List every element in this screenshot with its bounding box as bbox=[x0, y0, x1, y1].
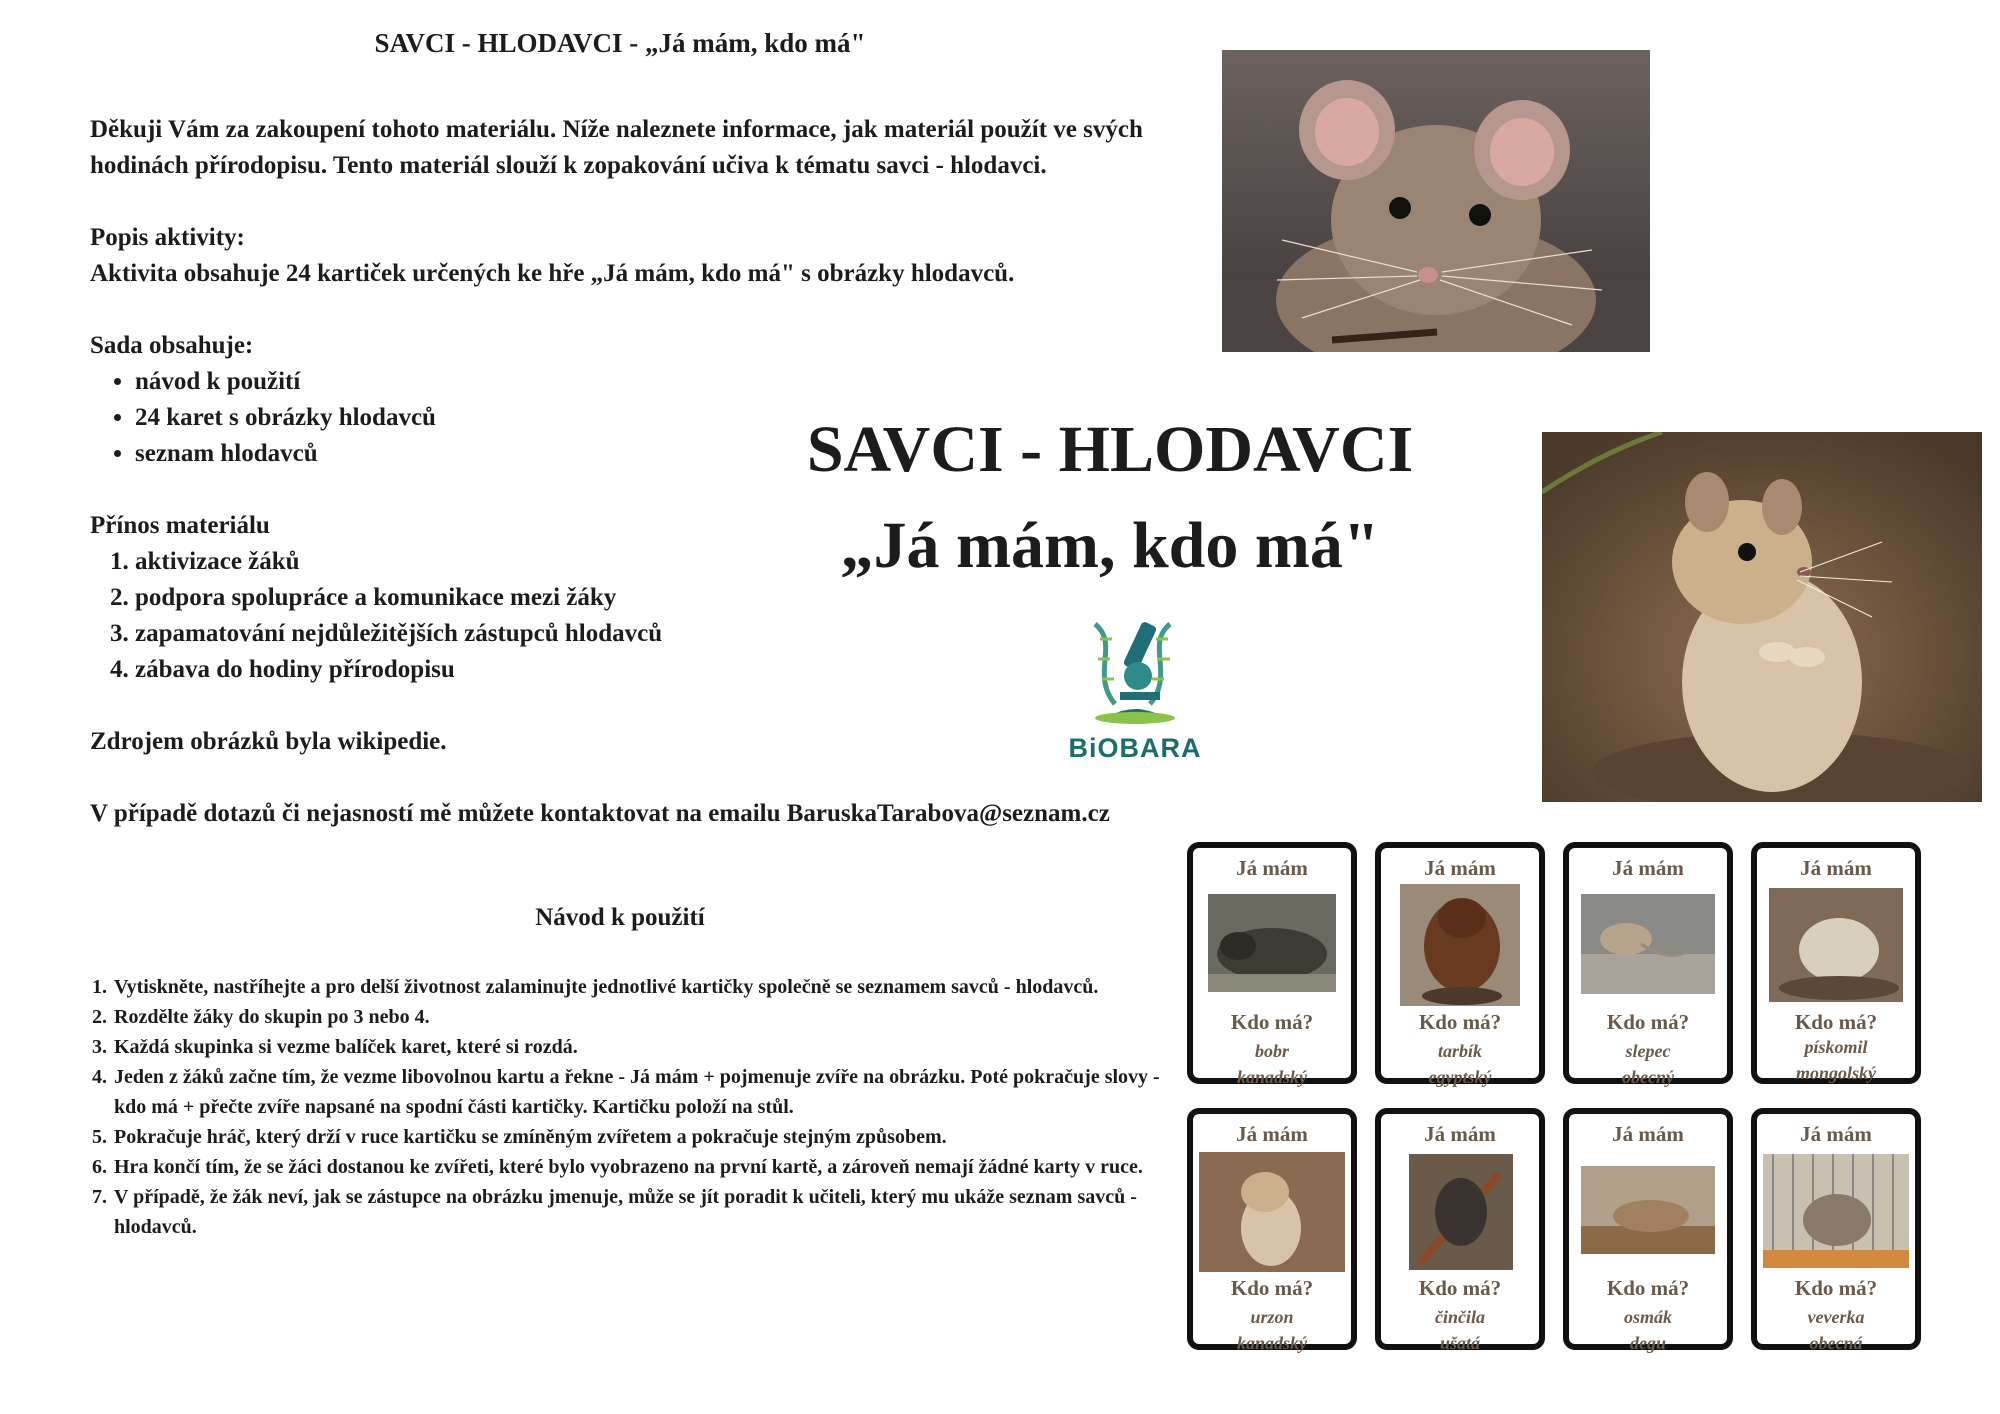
card-name-line1: urzon bbox=[1250, 1307, 1294, 1327]
card-bottom-label: Kdo má? bbox=[1230, 1010, 1314, 1034]
benefits-heading: Přínos materiálu bbox=[90, 512, 270, 539]
card-slepec bbox=[1563, 842, 1733, 1087]
card-name-line2: egyptský bbox=[1428, 1067, 1492, 1087]
card-top-label: Já mám bbox=[1612, 1122, 1684, 1146]
list-item: 1. Vytiskněte, nastříhejte a pro delší životnost zalaminujte jednotlivé kartičky společně se seznamem savců - hlodavců. bbox=[112, 972, 1192, 1002]
card-bottom-label: Kdo má? bbox=[1794, 1010, 1878, 1034]
main-title-line1: SAVCI - HLODAVCI bbox=[806, 413, 1414, 486]
card-photo bbox=[1763, 1154, 1909, 1268]
card-name-line2: ušatá bbox=[1439, 1333, 1481, 1353]
card-name-line1: slepec bbox=[1625, 1041, 1671, 1061]
card-photo bbox=[1581, 894, 1715, 994]
card-bottom-label: Kdo má? bbox=[1794, 1276, 1878, 1300]
card-photo bbox=[1769, 888, 1903, 1002]
header-title: SAVCI - HLODAVCI - „Já mám, kdo má" bbox=[374, 28, 866, 58]
card-name-line2: obecný bbox=[1622, 1067, 1674, 1087]
card-bottom-label: Kdo má? bbox=[1418, 1276, 1502, 1300]
card-name-line1: tarbík bbox=[1437, 1041, 1482, 1061]
gerbil-photo bbox=[1542, 432, 1982, 802]
card-name-line1: veverka bbox=[1807, 1307, 1865, 1327]
card-top-label: Já mám bbox=[1236, 856, 1308, 880]
list-item: • návod k použití bbox=[135, 364, 1160, 400]
main-title bbox=[770, 402, 1450, 594]
card-bottom-label: Kdo má? bbox=[1606, 1010, 1690, 1034]
guide-steps bbox=[90, 972, 1192, 1242]
list-item: 7. V případě, že žák neví, jak se zástupce na obrázku jmenuje, může se jít poradit k učiteli, který mu ukáže seznam savců - hlodavců. bbox=[112, 1182, 1192, 1242]
card-name-line1: činčila bbox=[1435, 1307, 1485, 1327]
card-piskomil bbox=[1751, 842, 1921, 1084]
card-top-label: Já mám bbox=[1424, 856, 1496, 880]
card-photo bbox=[1400, 884, 1520, 1006]
list-item: 1. aktivizace žáků bbox=[135, 544, 1160, 580]
list-item: 3. Každá skupinka si vezme balíček karet, které si rozdá. bbox=[112, 1032, 1192, 1062]
microscope-dna-icon bbox=[1050, 614, 1220, 729]
card-name-line2: degu bbox=[1630, 1333, 1666, 1353]
biobara-logo bbox=[1050, 614, 1220, 764]
card-bottom-label: Kdo má? bbox=[1230, 1276, 1314, 1300]
card-bobr bbox=[1187, 842, 1357, 1087]
card-tarbik bbox=[1375, 842, 1545, 1087]
card-name-line2: obecná bbox=[1809, 1333, 1863, 1353]
card-veverka bbox=[1751, 1108, 1921, 1353]
card-name-line1: pískomil bbox=[1804, 1037, 1868, 1057]
set-heading: Sada obsahuje: bbox=[90, 332, 254, 359]
card-name-line2: kanadský bbox=[1236, 1333, 1307, 1353]
card-photo bbox=[1409, 1154, 1513, 1270]
card-name-line2: kanadský bbox=[1236, 1067, 1307, 1087]
source-text: Zdrojem obrázků byla wikipedie. bbox=[90, 728, 447, 755]
card-photo bbox=[1199, 1152, 1345, 1272]
list-item: 4. Jeden z žáků začne tím, že vezme libovolnou kartu a řekne - Já mám + pojmenuje zvíře na obrázku. Poté pokračuje slovy - kdo má + přečte zvíře napsané na spodní části kartičky. Kartičku položí na stůl. bbox=[112, 1062, 1192, 1122]
card-top-label: Já mám bbox=[1800, 856, 1872, 880]
list-item: 2. podpora spolupráce a komunikace mezi žáky bbox=[135, 580, 1160, 616]
mouse-photo bbox=[1222, 50, 1650, 352]
list-item: • seznam hlodavců bbox=[135, 436, 1160, 472]
card-bottom-label: Kdo má? bbox=[1606, 1276, 1690, 1300]
card-name-line1: osmák bbox=[1623, 1307, 1672, 1327]
logo-text: BiOBARA bbox=[1068, 733, 1202, 763]
guide-title: Návod k použití bbox=[535, 904, 705, 931]
card-name-line2: mongolský bbox=[1795, 1063, 1876, 1083]
list-item: 2. Rozdělte žáky do skupin po 3 nebo 4. bbox=[112, 1002, 1192, 1032]
list-item: 3. zapamatování nejdůležitějších zástupců hlodavců bbox=[135, 616, 1160, 652]
activity-heading: Popis aktivity: bbox=[90, 224, 245, 251]
list-item: 6. Hra končí tím, že se žáci dostanou ke zvířeti, které bylo vyobrazeno na první kartě, a zároveň nemají žádné karty v ruce. bbox=[112, 1152, 1192, 1182]
list-item: 4. zábava do hodiny přírodopisu bbox=[135, 652, 1160, 688]
list-item: • 24 karet s obrázky hlodavců bbox=[135, 400, 1160, 436]
list-item: 5. Pokračuje hráč, který drží v ruce kartičku se zmíněným zvířetem a pokračuje stejným způsobem. bbox=[112, 1122, 1192, 1152]
main-title-line2: „Já mám, kdo má" bbox=[840, 509, 1380, 582]
card-top-label: Já mám bbox=[1612, 856, 1684, 880]
card-bottom-label: Kdo má? bbox=[1418, 1010, 1502, 1034]
card-name-line1: bobr bbox=[1254, 1041, 1289, 1061]
card-top-label: Já mám bbox=[1800, 1122, 1872, 1146]
card-photo bbox=[1208, 894, 1336, 992]
activity-text: Aktivita obsahuje 24 kartiček určených ke hře „Já mám, kdo má" s obrázky hlodavců. bbox=[90, 260, 1015, 287]
thanks-text: Děkuji Vám za zakoupení tohoto materiálu. Níže naleznete informace, jak materiál použít ve svých hodinách přírodopisu. Tento materiál slouží k zopakování učiva k tématu savci - hlodavci. bbox=[90, 116, 1143, 179]
card-osmak bbox=[1563, 1108, 1733, 1353]
card-top-label: Já mám bbox=[1236, 1122, 1308, 1146]
card-cincila bbox=[1375, 1108, 1545, 1353]
card-urzon bbox=[1187, 1108, 1357, 1353]
card-top-label: Já mám bbox=[1424, 1122, 1496, 1146]
contact-text: V případě dotazů či nejasností mě můžete kontaktovat na emailu BaruskaTarabova@seznam.cz bbox=[90, 800, 1110, 827]
card-photo bbox=[1581, 1166, 1715, 1254]
